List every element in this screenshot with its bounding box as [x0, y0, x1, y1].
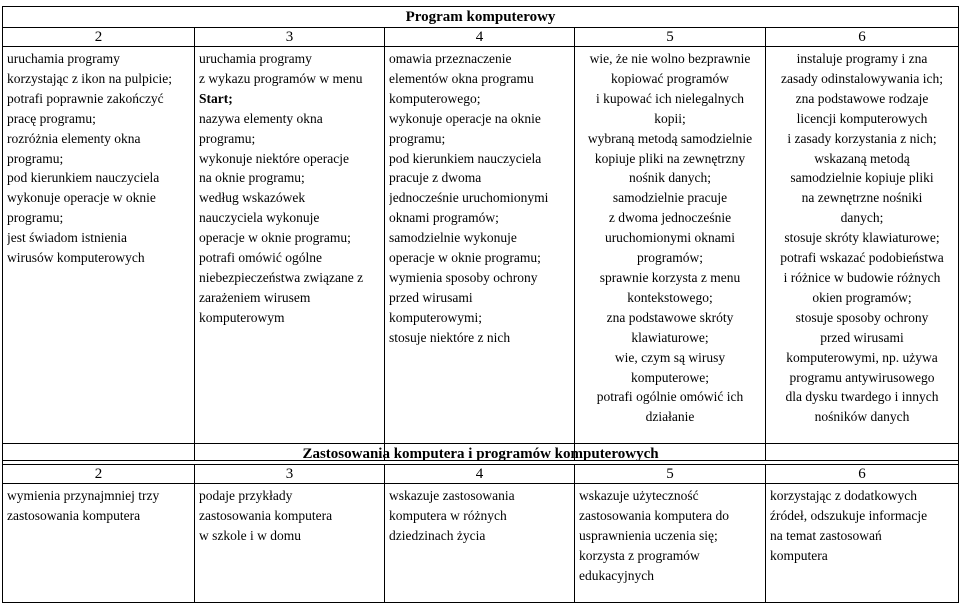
requirement-line: elementów okna programu: [389, 70, 534, 86]
requirement-line: wybraną metodą samodzielnie: [587, 130, 753, 146]
requirement-line: komputera w różnych: [389, 507, 507, 523]
requirement-line: jednocześnie uruchomionymi: [389, 190, 549, 206]
requirement-line: komputerowymi, np. używa: [786, 349, 938, 365]
requirement-line: sprawnie korzysta z menu: [599, 269, 741, 285]
grade-header-3: 3: [195, 465, 385, 484]
requirement-line: pod kierunkiem nauczyciela: [7, 170, 160, 186]
grade-header-6: 6: [766, 465, 959, 484]
requirement-line: zastosowania komputera: [7, 507, 141, 523]
requirement-line: oknami programów;: [389, 210, 499, 226]
program-komputerowy-table: [2, 6, 959, 461]
requirement-line: komputerowe;: [631, 369, 709, 385]
requirements-cell-grade-4: [385, 47, 575, 461]
requirement-line: programu;: [389, 130, 446, 146]
requirement-line: wskazaną metodą: [814, 150, 910, 166]
requirement-line: kopiuje pliki na zewnętrzny: [594, 150, 746, 166]
requirement-line: operacje w oknie programu;: [389, 250, 541, 266]
requirement-line: korzystając z dodatkowych: [770, 488, 917, 503]
grade-header-4: 4: [385, 28, 575, 47]
requirement-line: i kupować ich nielegalnych: [595, 90, 745, 106]
grade-header-6: 6: [766, 28, 959, 47]
requirement-line: samodzielnie wykonuje: [389, 230, 517, 246]
grade-header-5: 5: [575, 28, 766, 47]
requirement-line: źródeł, odszukuje informacje: [770, 507, 928, 523]
requirement-line: usprawnienia uczenia się;: [579, 527, 718, 543]
requirement-line: działanie: [645, 409, 695, 425]
requirement-line: nośników danych: [814, 409, 910, 425]
section-title: Zastosowania komputera i programów komputerowych: [3, 444, 959, 465]
requirement-line: pracę programu;: [7, 110, 96, 126]
requirement-line: wie, czym są wirusy: [614, 349, 726, 365]
requirement-line: programu;: [199, 130, 256, 146]
requirement-line: zastosowania komputera: [199, 507, 333, 523]
requirements-cell-grade-2: [3, 484, 195, 603]
requirement-line: komputerowymi;: [389, 309, 482, 325]
requirement-line: stosuje sposoby ochrony: [795, 309, 929, 325]
requirement-line: samodzielnie kopiuje pliki: [790, 170, 934, 186]
requirement-line: licencji komputerowych: [796, 110, 928, 126]
requirement-line: wykonuje operacje na oknie: [389, 110, 541, 126]
requirement-line: programu antywirusowego: [789, 369, 935, 385]
grade-header-2: 2: [3, 28, 195, 47]
requirement-line: operacje w oknie programu;: [199, 230, 351, 246]
requirement-line: i zasady korzystania z nich;: [787, 130, 937, 146]
requirement-line: wirusów komputerowych: [7, 250, 145, 266]
requirement-line: okien programów;: [812, 289, 912, 305]
requirement-line: niebezpieczeństwa związane z: [199, 269, 364, 285]
requirement-line: potrafi ogólnie omówić ich: [596, 389, 744, 405]
requirement-line: kontekstowego;: [627, 289, 713, 305]
requirement-line: na zewnętrzne nośniki: [801, 190, 923, 206]
requirement-line: uruchamia programy: [199, 51, 312, 66]
requirement-line: potrafi poprawnie zakończyć: [7, 90, 164, 106]
requirement-line: zna podstawowe rodzaje: [795, 90, 929, 106]
requirement-line: wymienia sposoby ochrony: [389, 269, 538, 285]
requirement-line: w szkole i w domu: [199, 527, 301, 543]
requirement-line: danych;: [840, 210, 884, 226]
requirement-line: przed wirusami: [389, 289, 473, 305]
requirement-line: nauczyciela wykonuje: [199, 210, 320, 226]
requirement-line: komputerowego;: [389, 90, 481, 106]
requirement-line: z dwoma jednocześnie: [608, 210, 732, 226]
requirement-line: komputera: [770, 547, 828, 563]
requirement-line: kopiować programów: [610, 70, 730, 86]
requirement-line: korzystając z ikon na pulpicie;: [7, 70, 172, 86]
requirement-line: instaluje programy i zna: [796, 51, 928, 66]
requirement-line: wykonuje operacje w oknie: [7, 190, 156, 206]
requirements-cell-grade-3: [195, 47, 385, 461]
requirement-line: potrafi omówić ogólne: [199, 250, 322, 266]
requirement-line: zasady odinstalowywania ich;: [781, 70, 943, 86]
requirement-line: stosuje skróty klawiaturowe;: [784, 230, 940, 246]
requirement-line: zastosowania komputera do: [579, 507, 729, 523]
requirement-line: wykonuje niektóre operacje: [199, 150, 349, 166]
requirement-line: klawiaturowe;: [631, 329, 709, 345]
requirement-line: pod kierunkiem nauczyciela: [389, 150, 542, 166]
requirement-line: kopii;: [654, 110, 686, 126]
requirement-line: wie, że nie wolno bezprawnie: [589, 51, 751, 66]
requirements-cell-grade-3: [195, 484, 385, 603]
requirement-line: komputerowym: [199, 309, 285, 325]
requirement-line: korzysta z programów: [579, 547, 700, 563]
requirement-line: według wskazówek: [199, 190, 306, 206]
section-title: Program komputerowy: [3, 7, 959, 28]
requirements-cell-grade-5: [575, 484, 766, 603]
zastosowania-komputera-table: [2, 443, 959, 603]
requirement-line: wymienia przynajmniej trzy: [7, 488, 160, 503]
requirement-line: rozróżnia elementy okna: [7, 130, 141, 146]
requirement-line: pracuje z dwoma: [389, 170, 482, 186]
grade-header-5: 5: [575, 465, 766, 484]
requirements-cell-grade-5: [575, 47, 766, 461]
requirement-line: Start;: [199, 90, 233, 106]
requirement-line: omawia przeznaczenie: [389, 51, 512, 66]
grade-header-4: 4: [385, 465, 575, 484]
requirement-line: nośnik danych;: [628, 170, 712, 186]
requirement-line: uruchomionymi oknami: [604, 230, 736, 246]
requirements-cell-grade-4: [385, 484, 575, 603]
requirements-cell-grade-6: [766, 47, 959, 461]
requirement-line: i różnice w budowie różnych: [783, 269, 941, 285]
requirement-line: programów;: [637, 250, 703, 266]
requirement-line: na temat zastosowań: [770, 527, 882, 543]
requirement-line: dziedzinach życia: [389, 527, 486, 543]
requirement-line: samodzielnie pracuje: [612, 190, 728, 206]
requirement-line: z wykazu programów w menu: [199, 70, 363, 86]
requirement-line: potrafi wskazać podobieństwa: [780, 250, 944, 266]
requirement-line: jest świadom istnienia: [7, 230, 127, 246]
requirement-line: edukacyjnych: [579, 567, 654, 583]
grade-header-2: 2: [3, 465, 195, 484]
requirement-line: przed wirusami: [820, 329, 904, 345]
requirements-cell-grade-2: [3, 47, 195, 461]
requirement-line: nazywa elementy okna: [199, 110, 323, 126]
requirement-line: uruchamia programy: [7, 51, 120, 66]
grade-header-3: 3: [195, 28, 385, 47]
requirement-line: zarażeniem wirusem: [199, 289, 311, 305]
requirement-line: programu;: [7, 150, 64, 166]
requirement-line: podaje przykłady: [199, 488, 293, 503]
requirement-line: programu;: [7, 210, 64, 226]
requirements-cell-grade-6: [766, 484, 959, 603]
requirement-line: wskazuje zastosowania: [389, 488, 515, 503]
requirement-line: na oknie programu;: [199, 170, 305, 186]
requirement-line: wskazuje użyteczność: [579, 488, 699, 503]
requirement-line: dla dysku twardego i innych: [785, 389, 939, 405]
requirement-line: zna podstawowe skróty: [606, 309, 734, 325]
requirement-line: stosuje niektóre z nich: [389, 329, 511, 345]
